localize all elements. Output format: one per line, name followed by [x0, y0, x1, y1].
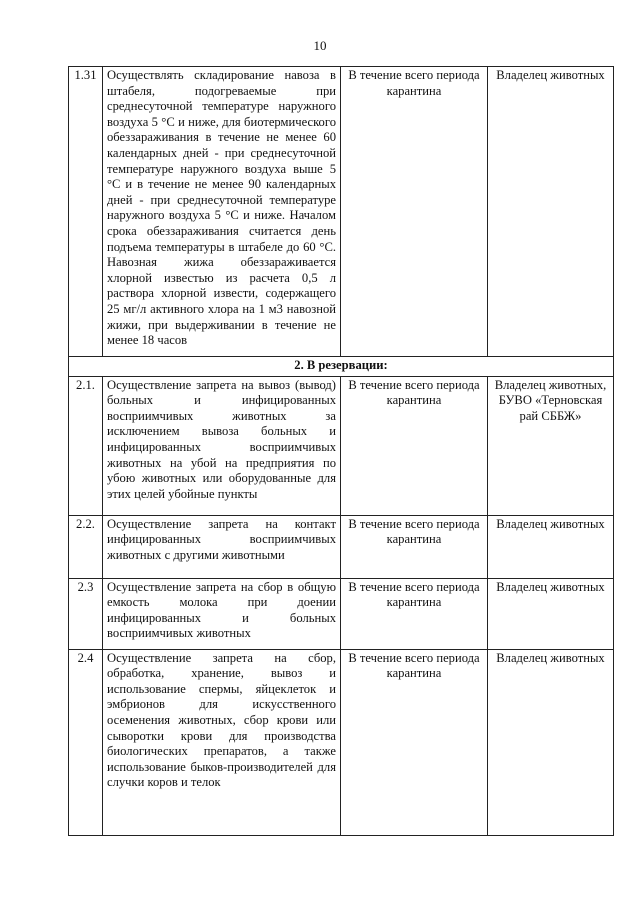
measures-table [68, 66, 614, 836]
row-number: 2.4 [69, 649, 103, 835]
row-number: 1.31 [69, 67, 103, 357]
table-row [69, 67, 614, 357]
page-number: 10 [313, 38, 327, 53]
row-deadline: В течение всего периода карантина [341, 578, 488, 649]
table-row [69, 578, 614, 649]
row-action: Осуществлять складирование навоза в штабеля, подогреваемые при среднесуточной температуре наружного воздуха 5 °С и ниже, для биотермического обеззараживания в течение не менее 60 календарных дней - при среднесуточной температуре наружного воздуха выше 5 °С и в течение не менее 90 календарных дней - при среднесуточной температуре наружного воздуха 5 °С и ниже. Началом срока обеззараживания считается день подъема температуры в штабеле до 60 °С. Навозная жижа обеззараживается хлорной известью из расчета 0,5 л раствора хлорной извести, содержащего 25 мг/л активного хлора на 1 м3 навозной жижи, при выдерживании в течение не менее 18 часов [103, 67, 341, 357]
row-action: Осуществление запрета на контакт инфицированных восприимчивых животных с другими животными [103, 515, 341, 578]
row-responsible: Владелец животных [488, 67, 614, 357]
row-number: 2.1. [69, 376, 103, 515]
row-responsible: Владелец животных, БУВО «Терновская рай СББЖ» [488, 376, 614, 515]
table-row [69, 376, 614, 515]
row-deadline: В течение всего периода карантина [341, 515, 488, 578]
table-row [69, 649, 614, 835]
row-responsible: Владелец животных [488, 649, 614, 835]
row-number: 2.2. [69, 515, 103, 578]
row-number: 2.3 [69, 578, 103, 649]
row-deadline: В течение всего периода карантина [341, 649, 488, 835]
table-row [69, 515, 614, 578]
row-deadline: В течение всего периода карантина [341, 376, 488, 515]
row-action: Осуществление запрета на сбор в общую емкость молока при доении инфицированных и больных восприимчивых животных [103, 578, 341, 649]
row-deadline: В течение всего периода карантина [341, 67, 488, 357]
row-action: Осуществление запрета на вывоз (вывод) больных и инфицированных восприимчивых животных за исключением вывоза больных и инфицированных восприимчивых животных на убой на предприятия по убою животных или оборудованные для этих целей убойные пункты [103, 376, 341, 515]
row-action: Осуществление запрета на сбор, обработка, хранение, вывоз и использование спермы, яйцеклеток и эмбрионов для искусственного осеменения животных, сбор крови или сыворотки крови для производства биологических препаратов, а также использование быков-производителей для случки коров и телок [103, 649, 341, 835]
section-row [69, 357, 614, 377]
row-responsible: Владелец животных [488, 515, 614, 578]
row-responsible: Владелец животных [488, 578, 614, 649]
section-title: 2. В резервации: [69, 357, 614, 377]
